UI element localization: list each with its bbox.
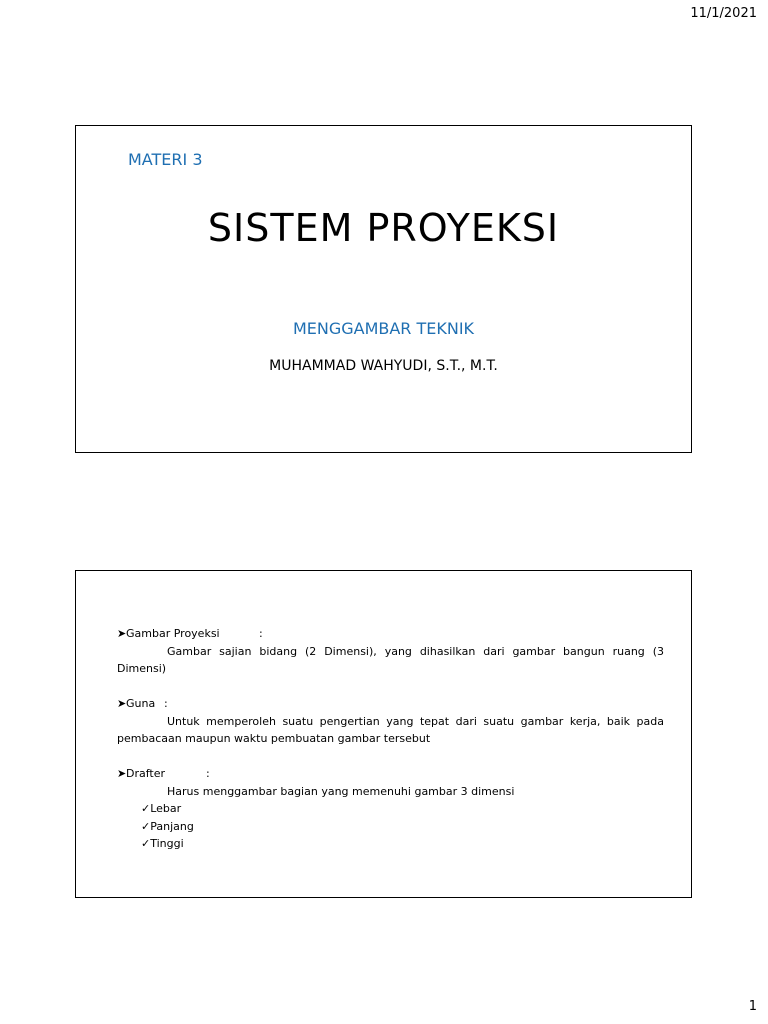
- checklist-item-lebar: [117, 800, 664, 818]
- arrow-bullet-icon: ➤: [117, 697, 127, 710]
- section-heading-label: Drafter: [126, 767, 166, 780]
- checklist-item-label: Panjang: [150, 819, 194, 833]
- content-slide: [75, 570, 692, 898]
- checklist-item-tinggi: [117, 835, 664, 853]
- slide-subtitle: MENGGAMBAR TEKNIK: [292, 319, 475, 338]
- materi-label: MATERI 3: [128, 150, 203, 169]
- section-heading-gambar-proyeksi: [117, 625, 664, 643]
- checkmark-icon: ✓: [141, 837, 151, 850]
- slide-title: SISTEM PROYEKSI: [207, 206, 560, 250]
- checkmark-icon: ✓: [141, 802, 151, 815]
- checkmark-icon: ✓: [141, 819, 151, 833]
- title-slide: [75, 125, 692, 453]
- section-paragraph: Harus menggambar bagian yang memenuhi gambar 3 dimensi: [167, 784, 515, 798]
- checklist-item-panjang: [117, 818, 664, 836]
- checklist-item-label: Tinggi: [150, 837, 184, 850]
- section-heading-label: Guna: [126, 697, 156, 710]
- page-date: 11/1/2021: [690, 6, 757, 21]
- section-paragraph: Gambar sajian bidang (2 Dimensi), yang dihasilkan dari gambar bangun ruang (3 Dimensi): [117, 644, 664, 675]
- section-heading-colon: :: [259, 627, 263, 640]
- section-heading-colon: :: [206, 767, 210, 780]
- page-number: 1: [748, 999, 757, 1014]
- section-heading-drafter: [117, 765, 664, 783]
- arrow-bullet-icon: ➤: [117, 767, 127, 780]
- section-heading-label: Gambar Proyeksi: [126, 627, 220, 640]
- section-heading-colon: :: [164, 697, 168, 710]
- author-name: MUHAMMAD WAHYUDI, S.T., M.T.: [269, 358, 498, 374]
- slide-content: [117, 625, 664, 853]
- section-paragraph: Untuk memperoleh suatu pengertian yang tepat dari suatu gambar kerja, baik pada pembacaan maupun waktu pembuatan gambar tersebut: [117, 714, 664, 745]
- checklist-item-label: Lebar: [150, 802, 182, 815]
- section-heading-guna: [117, 695, 664, 713]
- arrow-bullet-icon: ➤: [117, 627, 127, 640]
